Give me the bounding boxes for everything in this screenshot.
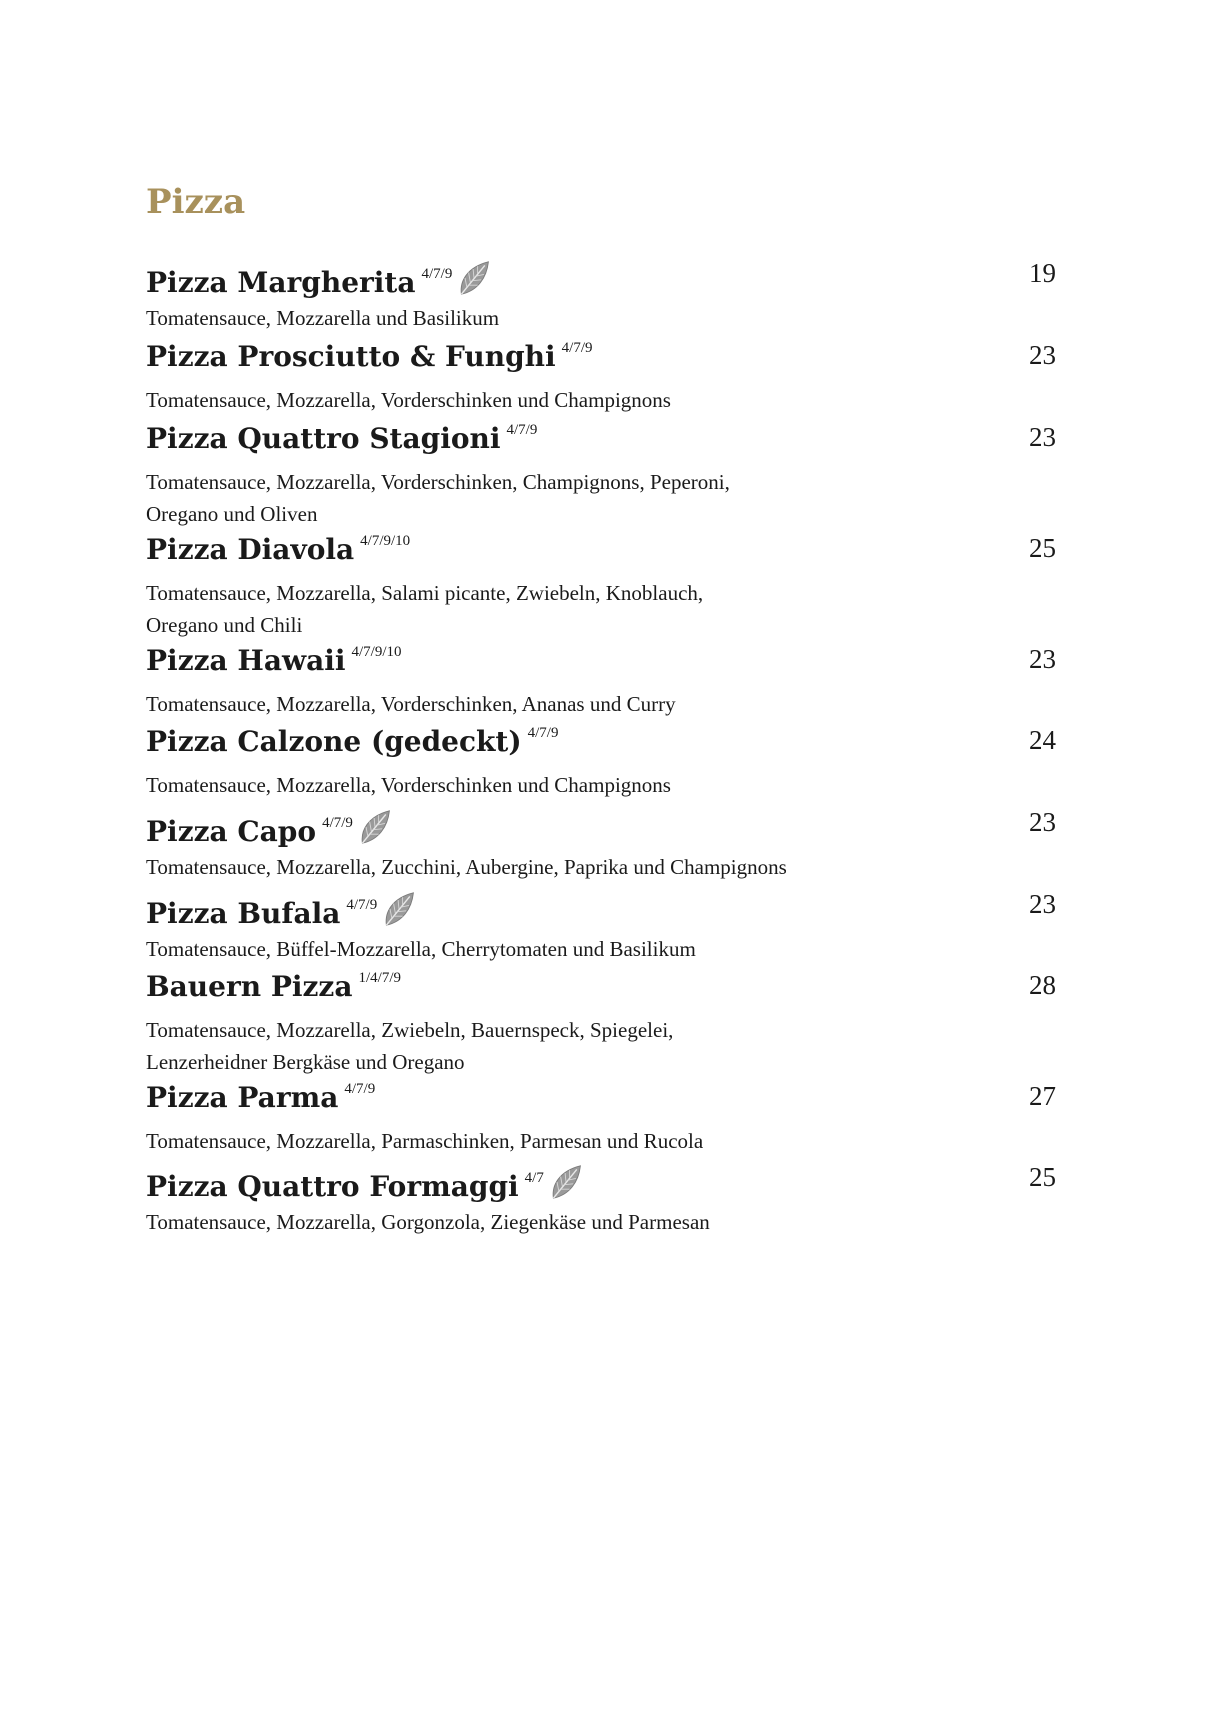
description-line: Tomatensauce, Büffel-Mozzarella, Cherrytomaten und Basilikum bbox=[146, 937, 696, 961]
menu-item-price: 23 bbox=[1029, 889, 1056, 919]
menu-item-header bbox=[146, 1162, 1056, 1202]
description-line: Tomatensauce, Mozzarella, Zucchini, Aubergine, Paprika und Champignons bbox=[146, 855, 787, 879]
section-title: Pizza bbox=[146, 182, 246, 222]
allergen-codes: 4/7/9 bbox=[322, 815, 353, 831]
menu-item bbox=[146, 889, 1056, 965]
menu-item-name: Pizza Capo bbox=[146, 815, 317, 848]
menu-item-header bbox=[146, 970, 1056, 1010]
menu-item-price: 28 bbox=[1029, 970, 1056, 1000]
allergen-codes: 1/4/7/9 bbox=[358, 970, 401, 986]
description-line: Tomatensauce, Mozzarella, Vorderschinken und Champignons bbox=[146, 773, 671, 797]
allergen-codes: 4/7/9/10 bbox=[351, 644, 402, 660]
allergen-codes: 4/7/9 bbox=[527, 725, 559, 741]
description-line: Tomatensauce, Mozzarella und Basilikum bbox=[146, 306, 500, 330]
menu-item-price: 27 bbox=[1029, 1081, 1056, 1111]
menu-item-header bbox=[146, 725, 1056, 765]
description-line: Tomatensauce, Mozzarella, Vorderschinken und Champignons bbox=[146, 388, 671, 412]
allergen-codes: 4/7/9/10 bbox=[360, 533, 411, 549]
description-line: Tomatensauce, Mozzarella, Vorderschinken, Champignons, Peperoni, bbox=[146, 470, 730, 494]
menu-item-name: Pizza Quattro Stagioni bbox=[146, 422, 501, 455]
description-line: Tomatensauce, Mozzarella, Parmaschinken, Parmesan und Rucola bbox=[146, 1129, 704, 1153]
menu-item-description bbox=[146, 466, 906, 530]
menu-item-name: Bauern Pizza bbox=[146, 970, 353, 1003]
allergen-codes: 4/7 bbox=[524, 1170, 544, 1186]
menu-item-price: 24 bbox=[1029, 725, 1056, 755]
description-line: Oregano und Chili bbox=[146, 613, 303, 637]
menu-item-header bbox=[146, 340, 1056, 380]
description-line: Tomatensauce, Mozzarella, Zwiebeln, Bauernspeck, Spiegelei, bbox=[146, 1018, 674, 1042]
menu-item-name: Pizza Prosciutto & Funghi bbox=[146, 340, 556, 373]
menu-item-description bbox=[146, 769, 906, 801]
menu-item bbox=[146, 725, 1056, 801]
leaf-icon bbox=[456, 258, 492, 298]
menu-item bbox=[146, 1081, 1056, 1157]
menu-item-price: 25 bbox=[1029, 1162, 1056, 1192]
menu-item bbox=[146, 644, 1056, 720]
menu-item-price: 23 bbox=[1029, 340, 1056, 370]
menu-item bbox=[146, 970, 1056, 1078]
description-line: Tomatensauce, Mozzarella, Salami picante, Zwiebeln, Knoblauch, bbox=[146, 581, 704, 605]
menu-item-price: 19 bbox=[1029, 258, 1056, 288]
menu-item-description bbox=[146, 1014, 906, 1078]
menu-item bbox=[146, 422, 1056, 530]
menu-item-description bbox=[146, 302, 906, 334]
menu-item-header bbox=[146, 258, 1056, 298]
allergen-codes: 4/7/9 bbox=[506, 422, 538, 438]
menu-item-price: 23 bbox=[1029, 644, 1056, 674]
allergen-codes: 4/7/9 bbox=[346, 897, 378, 913]
menu-item-header bbox=[146, 644, 1056, 684]
menu-item-name: Pizza Parma bbox=[146, 1081, 339, 1114]
menu-item-header bbox=[146, 889, 1056, 929]
allergen-codes: 4/7/9 bbox=[344, 1081, 376, 1097]
menu-item-description bbox=[146, 688, 906, 720]
description-line: Oregano und Oliven bbox=[146, 502, 318, 526]
menu-item-header bbox=[146, 533, 1056, 573]
menu-item bbox=[146, 1162, 1056, 1238]
menu-item-name: Pizza Bufala bbox=[146, 897, 341, 930]
description-line: Tomatensauce, Mozzarella, Vorderschinken, Ananas und Curry bbox=[146, 692, 676, 716]
menu-item-header bbox=[146, 807, 1056, 847]
description-line: Tomatensauce, Mozzarella, Gorgonzola, Ziegenkäse und Parmesan bbox=[146, 1210, 710, 1234]
menu-item-header bbox=[146, 422, 1056, 462]
menu-item-description bbox=[146, 1206, 906, 1238]
leaf-icon bbox=[381, 889, 417, 929]
menu-item-name: Pizza Margherita bbox=[146, 266, 416, 299]
allergen-codes: 4/7/9 bbox=[561, 340, 593, 356]
menu-item-description bbox=[146, 384, 906, 416]
menu-item bbox=[146, 258, 1056, 334]
menu-item-price: 25 bbox=[1029, 533, 1056, 563]
menu-item-description bbox=[146, 933, 906, 965]
menu-item-description bbox=[146, 577, 906, 641]
menu-item bbox=[146, 533, 1056, 641]
menu-item-price: 23 bbox=[1029, 422, 1056, 452]
menu-item-description bbox=[146, 1125, 906, 1157]
menu-item-price: 23 bbox=[1029, 807, 1056, 837]
leaf-icon bbox=[357, 807, 393, 847]
menu-item-name: Pizza Calzone (gedeckt) bbox=[146, 725, 522, 758]
menu-item bbox=[146, 807, 1056, 883]
menu-item-name: Pizza Quattro Formaggi bbox=[146, 1170, 519, 1203]
allergen-codes: 4/7/9 bbox=[421, 266, 453, 282]
leaf-icon bbox=[548, 1162, 584, 1202]
menu-item-description bbox=[146, 851, 906, 883]
menu-item-header bbox=[146, 1081, 1056, 1121]
description-line: Lenzerheidner Bergkäse und Oregano bbox=[146, 1050, 465, 1074]
menu-item-name: Pizza Hawaii bbox=[146, 644, 346, 677]
menu-item-name: Pizza Diavola bbox=[146, 533, 355, 566]
menu-item bbox=[146, 340, 1056, 416]
